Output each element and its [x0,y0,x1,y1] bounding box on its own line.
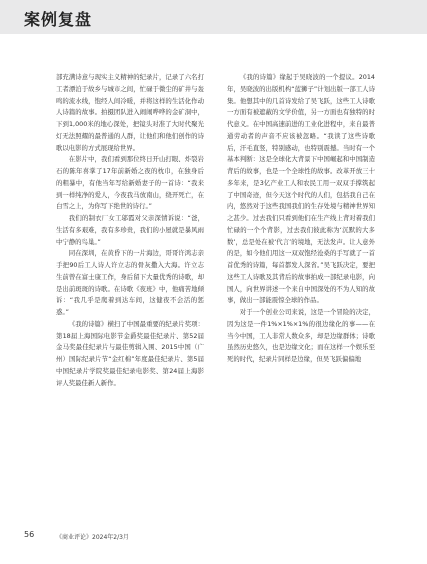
left-column [56,72,204,389]
right-column [227,72,375,366]
paragraph: 《我的诗篇》横扫了中国最重要的纪录片奖项：第18届上海国际电影节金爵奖最佳纪录片、第52届金马奖最佳纪录片与最佳剪辑入围、2015中国（广州）国际纪录片节“金红棉”年度最佳纪录片、第5届中国纪录片学院奖最佳纪录电影奖、第24届上海影评人奖最佳新人新作。 [56,319,204,387]
paragraph: 在影片中，我们看到那位终日开山打眼、炸裂岩石的陈年喜掌了17年前新婚之夜的枕巾，在独身后的粗暴中，有他当年写给新婚妻子的一首诗：“我来到一样纯净的爱人，今夜我马放南山，绕开死亡，在白雪之上，为你写下绝世的诗行。” [56,155,204,211]
paragraph: 部充满诗意与现实主义精神的纪录片，记录了六名打工者漂泊于故乡与城市之间，忙碌于微尘的矿井与轰鸣的流水线，饱经人间冷暖，并将这样的生活化作动人诗篇的故事。拍摄团队进入闹闹哗哗的金矿洞中，下到1,000米的地心深处，把镜头对准了大时代聚光灯无法照耀的最普通的人群，让他们和他们创作的诗歌以电影的方式展现给世界。 [56,73,204,152]
paragraph: 《我的诗篇》缘起于吴晓波的一个提议。2014年，吴晓波的出版机构“蓝狮子”计划出版一部工人诗集。他想其中的几首诗发给了吴飞跃，这些工人诗歌一方面有被遮蔽的文学价值，另一方面也有独特的时代意义。在中国高速前进的工业化进程中，来自最普通劳动者的声音不应该被忽略。“我读了这些诗歌后，汗毛直竖，特别感动，也特别震撼。当时有一个基本判断：这是全球化大背景下中国崛起和中国制造背后的故事，也是一个全球性的故事。改革开放三十多年来，是3亿产业工人和农民工用一双双手撑筑起了中国奇迹，但今天这个时代的人们，包括我自己在内，悠然对于这些我国我们的生存处境与精神世界知之甚少。过去我们只看到他们在生产线上背对着我们忙碌的一个个背影，过去我们彼此称为‘沉默的大多数’，总是处在被‘代言’的境地，无法发声。让人意外的是，如今他们用这一双双饱经沧桑的手写就了一首首优秀的诗篇，每首都发人深省。”吴飞跃决定，要把这些工人诗歌及其背后的故事拍成一部纪录电影，向国人，向世界讲述一个来自中国深处的不为人知的故事，做出一部能震惊全球的作品。 [227,73,375,305]
paragraph: 对于一个创业公司来说，这是一个冒险的决定，因为这是一件1%×1%×1%的很边缘化的事——在当今中国，工人非常人数众多，却是边缘群体；诗歌虽然历史悠久，也是边缘文化；而在这样一个娱乐至死的时代，纪录片同样是边缘，但吴飞跃偏偏地 [227,308,375,363]
paragraph: 我们的制衣厂女工邬霞对父亲深情诉说：“爸，生活有多艰难，我有多珍贵，我们的小屋就是暴风雨中宁静的鸟巢。” [56,214,204,246]
paragraph: 同在深圳，在黄昏下的一片海边，哥哥许鸿志亲手把90后工人诗人许立志的骨灰撒入大海。许立志生前曾在富士康工作，身后留下大量优秀的诗歌，却是出前斑斑的诗歌。在诗歌《夜班》中，他痛苦地倾诉：“我几乎是爬着到达车间，这健夜不会活的惩惑。” [56,249,204,316]
page-number: 56 [24,530,35,539]
article-body [56,72,376,524]
section-title: 案例复盘 [24,10,93,29]
journal-citation: 《商业评论》2024年2/3月 [56,534,129,541]
